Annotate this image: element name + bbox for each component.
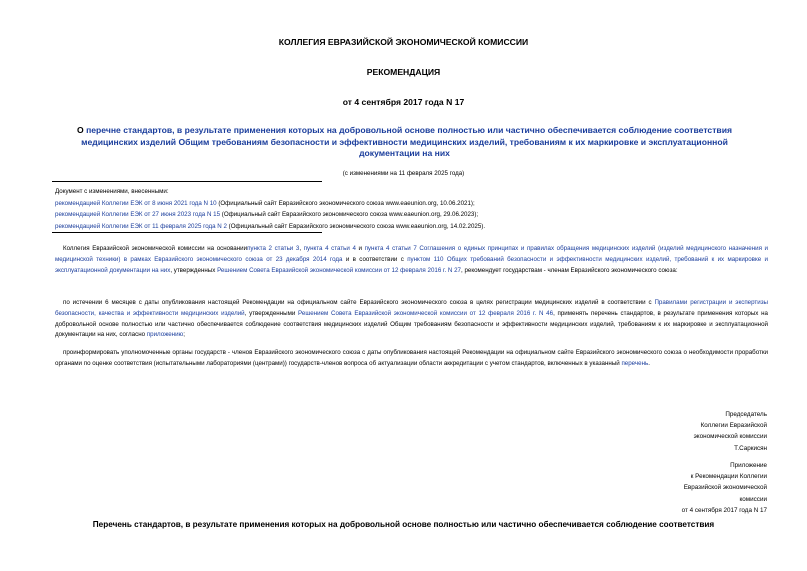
text: , xyxy=(299,245,304,252)
appendix-line: Евразийской экономической xyxy=(683,484,767,492)
signature-line: Председатель xyxy=(725,411,767,418)
law-link[interactable]: пункта 2 статьи 3 xyxy=(247,245,300,252)
signature-line: экономической комиссии xyxy=(693,433,767,441)
signature-line: Коллегии Евразийской xyxy=(700,422,767,430)
issuing-body: КОЛЛЕГИЯ ЕВРАЗИЙСКОЙ ЭКОНОМИЧЕСКОЙ КОМИССИИ xyxy=(278,37,529,47)
law-link[interactable]: Решением Совета Евразийской экономической комиссии от 12 февраля 2016 г. N 27 xyxy=(217,266,461,274)
amendment-item xyxy=(55,209,485,221)
text: и в соответствии с xyxy=(342,255,408,263)
amendment-link[interactable]: рекомендацией Коллегии ЕЭК от 11 февраля 2025 года N 2 xyxy=(55,222,227,230)
amendment-item xyxy=(55,198,485,210)
appendix-title: Перечень стандартов, в результате применения которых на добровольной основе полностью или частично обеспечивается соблюдение соответствия xyxy=(92,520,715,529)
appendix-line: к Рекомендации Коллегии xyxy=(690,473,767,481)
changes-note: (с изменениями на 11 февраля 2025 года) xyxy=(342,170,465,177)
text: . xyxy=(648,359,650,367)
text: ; xyxy=(183,331,185,339)
title-link[interactable]: перечне стандартов, в результате применения которых на добровольной основе полностью или частично обеспечивается соблюдение соответствия медицинских изделий Общим требованиям безопасности и эффективности медицинских изделий, требованиям к их маркировке и эксплуатационной документации на них xyxy=(81,125,733,158)
signature-block xyxy=(694,409,767,454)
appendix-line: комиссии xyxy=(739,495,767,503)
text: и xyxy=(355,245,365,252)
text: , утвержденных xyxy=(170,266,218,274)
appendix-line: от 4 сентября 2017 года N 17 xyxy=(681,506,767,514)
amendments-intro: Документ с изменениями, внесенными: xyxy=(55,188,169,195)
text: , применять перечень стандартов, в результате применения которых на добровольной основе полностью или частично обеспечивается соблюдение соответствия медицинских изделий Общим требованиям безопасности и эффективности медицинских изделий, требованиям к их маркировке и эксплуатационной документации на них, согласно xyxy=(55,309,768,339)
divider-top xyxy=(52,181,322,182)
appendix-line: Приложение xyxy=(730,462,767,469)
text: по истечении 6 месяцев с даты опубликования настоящей Рекомендации на официальном сайте Евразийского экономического союза в целях регистрации медицинских изделий в соответствии с xyxy=(63,299,655,306)
amendments-info xyxy=(55,186,485,232)
amendment-source: (Официальный сайт Евразийского экономического союза www.eaeunion.org, 29.06.2023); xyxy=(220,211,479,219)
law-link[interactable]: пункта 4 статьи 4 xyxy=(303,245,356,252)
signature-name: Т.Саркисян xyxy=(734,444,767,452)
title-prefix: О xyxy=(76,125,87,135)
document-date-number: от 4 сентября 2017 года N 17 xyxy=(342,97,465,107)
text: Коллегия Евразийской экономической комиссии на основании xyxy=(63,245,248,252)
list-link[interactable]: перечень xyxy=(621,359,649,367)
law-link[interactable]: пунктом 110 Общих требований безопасности и эффективности медицинских изделий, требований к их маркировке и эксплуатационной документации на них xyxy=(55,255,768,274)
text: , утвержденными xyxy=(244,309,299,317)
appendix-header xyxy=(682,460,767,516)
text: проинформировать уполномоченные органы государств - членов Евразийского экономического союза с даты опубликования настоящей Рекомендации на официальном сайте Евразийского экономического союза о необходимости проработки органами по оценке соответствия (испытательными лабораториями (центрами)) государств-членов вопроса об актуализации области аккредитации с учетом стандартов, включенных в указанный xyxy=(55,349,768,367)
text: , рекомендует государствам - членам Евразийского экономического союза: xyxy=(461,266,678,274)
divider-bottom xyxy=(52,232,322,233)
law-link[interactable]: Правилами регистрации и экспертизы безопасности, качества и эффективности медицинских изделий xyxy=(55,299,768,317)
amendment-item xyxy=(55,221,485,233)
amendment-link[interactable]: рекомендацией Коллегии ЕЭК от 8 июня 2021 года N 10 xyxy=(55,199,217,207)
appendix-link[interactable]: приложению xyxy=(146,331,184,339)
preamble-paragraph xyxy=(55,244,768,276)
amendment-source: (Официальный сайт Евразийского экономического союза www.eaeunion.org, 10.06.2021); xyxy=(216,199,475,207)
amendment-link[interactable]: рекомендацией Коллегии ЕЭК от 27 июня 2023 года N 15 xyxy=(55,211,221,219)
recommendation-paragraph-2 xyxy=(55,348,768,370)
document-title xyxy=(52,125,757,160)
document-type: РЕКОМЕНДАЦИЯ xyxy=(366,67,441,77)
law-link[interactable]: Решением Совета Евразийской экономической комиссии от 12 февраля 2016 г. N 46 xyxy=(298,309,554,317)
law-link[interactable]: пункта 4 статьи 7 Соглашения о единых принципах и правилах обращения медицинских изделий (изделий медицинского назначения и медицинской техники) в рамках Евразийского экономического союза от 23 декабря 2014 года xyxy=(55,245,769,263)
amendment-source: (Официальный сайт Евразийского экономического союза www.eaeunion.org, 14.02.2025). xyxy=(226,222,486,230)
recommendation-paragraph-1 xyxy=(55,298,768,341)
